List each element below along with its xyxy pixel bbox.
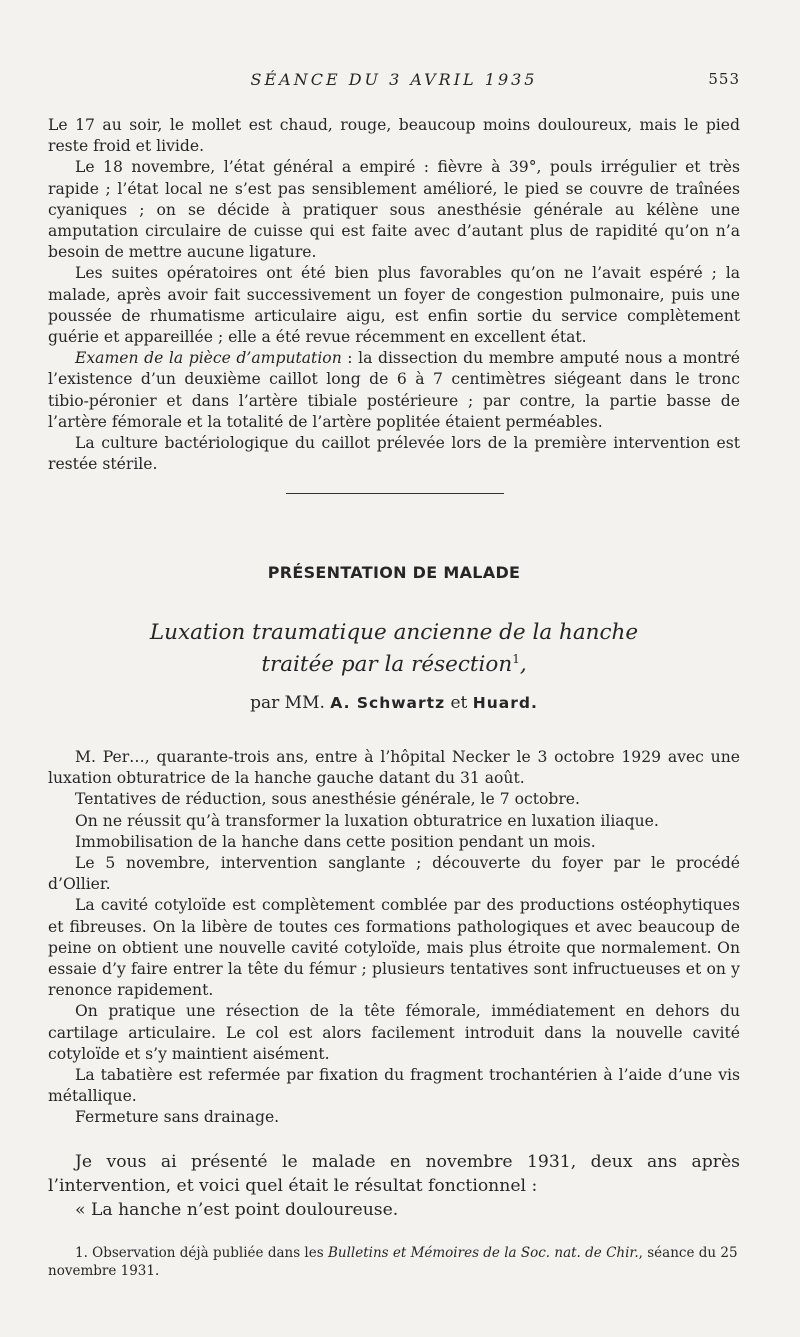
examen-paragraph bbox=[48, 348, 740, 433]
authors-line bbox=[48, 693, 740, 713]
examen-lead: Examen de la pièce d’amputation bbox=[75, 349, 342, 368]
paragraph: Fermeture sans drainage. bbox=[75, 1108, 280, 1127]
case-report bbox=[48, 747, 740, 1129]
paragraph: M. Per…, quarante-trois ans, entre à l’hôpital Necker le 3 octobre 1929 avec une luxation obturatrice de la hanche gauche datant du 31 août. bbox=[48, 748, 740, 788]
paragraph: Les suites opératoires ont été bien plus favorables qu’on ne l’avait espéré ; la malade, après avoir fait successivement un foyer de congestion pulmonaire, puis une poussée de rhumatisme articulaire aigu, est enfin sortie du service complètement guérie et appareillée ; elle a été revue récemment en excellent état. bbox=[48, 264, 740, 347]
intro-text bbox=[48, 115, 740, 475]
paragraph: Le 17 au soir, le mollet est chaud, rouge, beaucoup moins douloureux, mais le pied reste froid et livide. bbox=[48, 116, 740, 156]
footnote bbox=[48, 1244, 740, 1280]
article-title-line: Luxation traumatique ancienne de la hanche bbox=[149, 620, 639, 645]
section-title: PRÉSENTATION DE MALADE bbox=[267, 563, 521, 582]
paragraph: On ne réussit qu’à transformer la luxation obturatrice en luxation iliaque. bbox=[75, 811, 659, 830]
author-name: Huard. bbox=[472, 694, 538, 712]
footnote-journal: Bulletins et Mémoires de la Soc. nat. de Chir. bbox=[327, 1245, 639, 1261]
paragraph: Le 5 novembre, intervention sanglante ; découverte du foyer par le procédé d’Ollier. bbox=[48, 854, 740, 894]
authors-prefix: par MM. bbox=[250, 693, 331, 713]
page-header bbox=[48, 70, 740, 94]
footnote-lead: Observation déjà publiée dans les bbox=[92, 1245, 328, 1261]
author-name: A. Schwartz bbox=[330, 694, 446, 712]
footnote-marker: 1 bbox=[512, 652, 520, 666]
article-title-text: traitée par la résection bbox=[261, 652, 513, 678]
authors-conjunction: et bbox=[445, 693, 473, 713]
footnote-number: 1. bbox=[75, 1245, 93, 1261]
paragraph: Tentatives de réduction, sous anesthésie générale, le 7 octobre. bbox=[75, 790, 580, 809]
footnote-tail: , séance du 25 novembre 1931. bbox=[48, 1245, 738, 1279]
conclusion-text bbox=[48, 1150, 740, 1222]
paragraph: Le 18 novembre, l’état général a empiré : fièvre à 39°, pouls irrégulier et très rapide ; l’état local ne s’est pas sensiblement amélioré, le pied se couvre de traînées cyaniques ; on se décide à pratiquer sous anesthésie générale au kélène une amputation circulaire de cuisse qui est faite avec d’autant plus de rapidité qu’on n’a besoin de mettre aucune ligature. bbox=[48, 158, 740, 262]
paragraph: La culture bactériologique du caillot prélevée lors de la première intervention est restée stérile. bbox=[48, 434, 740, 474]
paragraph: On pratique une résection de la tête fémorale, immédiatement en dehors du cartilage articulaire. Le col est alors facilement introduit dans la nouvelle cavité cotyloïde et s’y maintient aisément. bbox=[48, 1002, 740, 1063]
paragraph: Immobilisation de la hanche dans cette position pendant un mois. bbox=[75, 832, 596, 851]
running-head: SÉANCE DU 3 AVRIL 1935 bbox=[250, 70, 538, 89]
examen-text: : la dissection du membre amputé nous a montré l’existence d’un deuxième caillot long de 6 à 7 centimètres siégeant dans le tronc tibio-péronier et dans l’artère tibiale postérieure ; par contre, la partie basse de l’artère fémorale et la totalité de l’artère poplitée étaient perméables. bbox=[48, 349, 740, 431]
paragraph: « La hanche n’est point douloureuse. bbox=[75, 1200, 399, 1220]
paragraph: La cavité cotyloïde est complètement comblée par des productions ostéophytiques et fibreuses. On la libère de toutes ces formations pathologiques et avec beaucoup de peine on obtient une nouvelle cavité cotyloïde, mais plus étroite que normalement. On essaie d’y faire entrer la tête du fémur ; plusieurs tentatives sont infructueuses et on y renonce rapidement. bbox=[48, 896, 740, 1000]
paragraph: La tabatière est refermée par fixation du fragment trochantérien à l’aide d’une vis métallique. bbox=[48, 1066, 740, 1106]
footnote-text bbox=[48, 1244, 740, 1280]
paragraph: Je vous ai présenté le malade en novembre 1931, deux ans après l’intervention, et voici quel était le résultat fonctionnel : bbox=[48, 1152, 740, 1196]
article-title bbox=[48, 620, 740, 678]
page-number: 553 bbox=[708, 70, 740, 88]
section-divider bbox=[286, 493, 504, 494]
article-title-line: traitée par la résection$^1$, bbox=[261, 652, 527, 678]
